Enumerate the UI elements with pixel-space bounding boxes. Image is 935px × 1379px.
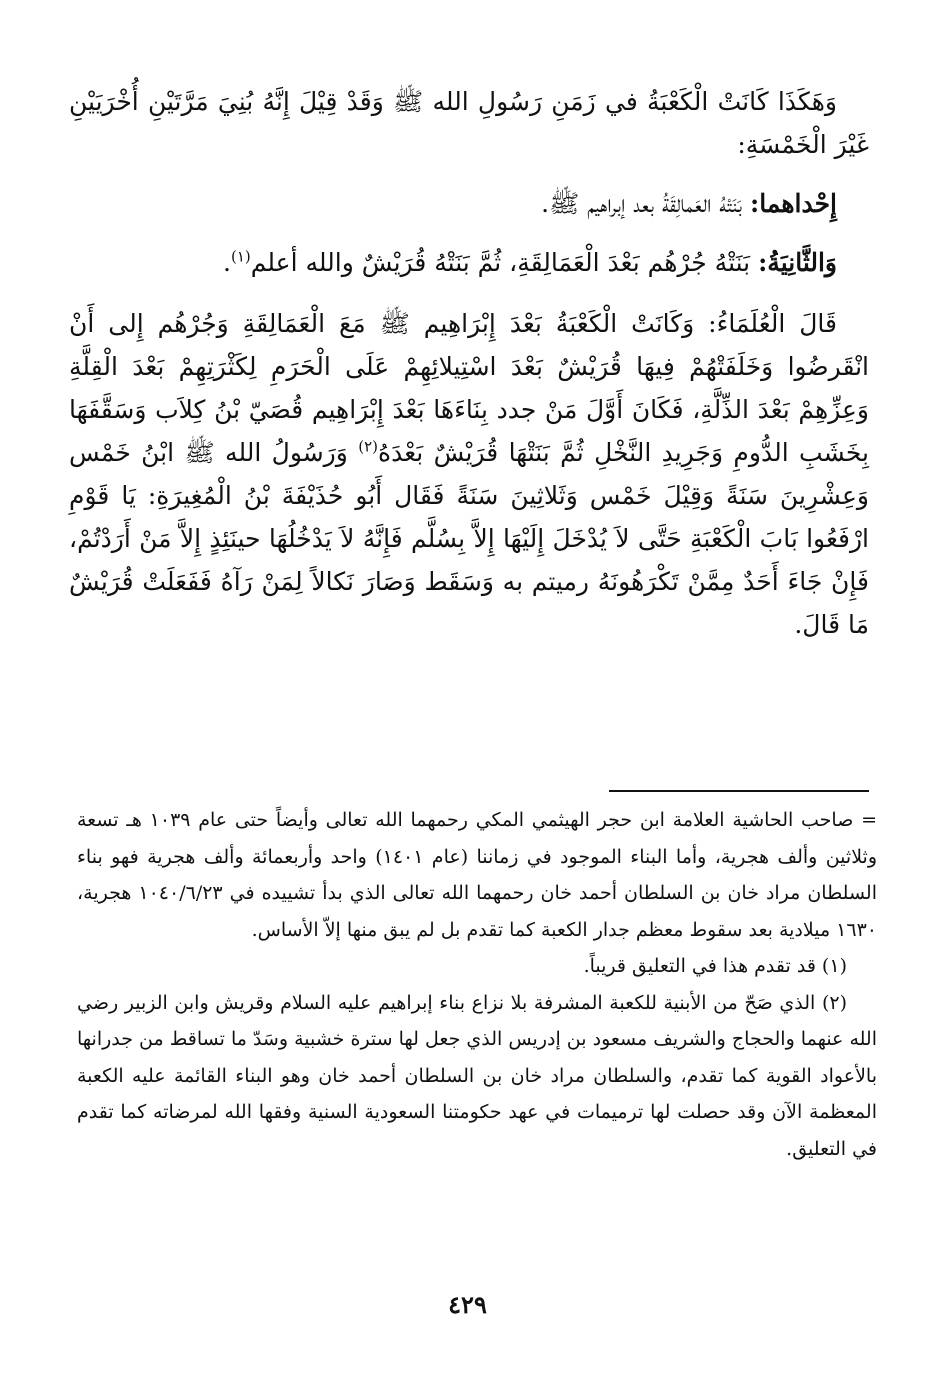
paragraph-1-text: وَهَكَذَا كَانَتْ الْكَعْبَةُ في زَمَنِ رَسُولِ الله ﷺ وَقَدْ قِيْلَ إِنَّهُ بُنِيَ مَرَّتَيْنِ أُخْرَيَيْنِ غَيْرَ الْخَمْسَةِ: — [69, 87, 869, 159]
page-number: ٤٢٩ — [448, 1290, 487, 1319]
paragraph-1 — [69, 80, 869, 166]
footnote-continuation: = صاحب الحاشية العلامة ابن حجر الهيثمي المكي رحمهما الله تعالى وأيضاً حتى عام ١٠٣٩ هـ تسعة وثلاثين وألف هجرية، وأما البناء الموجود في زماننا (عام ١٤٠١) واحد وأربعمائة وألف هجرية فهو بناء السلطان مراد خان بن السلطان أحمد خان رحمهما الله تعالى الذي بدأ تشييده في ١٠٤٠/٦/٢٣ هجرية، ١٦٣٠ ميلادية بعد سقوط معظم جدار الكعبة كما تقدم بل لم يبق منها إلاّ الأساس. — [77, 809, 877, 941]
paragraph-3 — [69, 241, 869, 284]
footnote-ref-2[interactable]: (٢) — [358, 437, 378, 456]
paragraph-4-text-continued: وَرَسُولُ الله ﷺ ابْنُ خَمْس وَعِشْرِينَ سَنَةً وَقِيْلَ خَمْس وَثَلاثِينَ سَنَةً فَقَال أَبُو حُذَيْفَةَ بْنُ الْمُغِيرَةِ: يَا قَوْمِ ارْفَعُوا بَابَ الْكَعْبَةِ حَتَّى لاَ يُدْخَلَ إِلَيْهَا إِلاَّ بِسُلَّم فَإِنَّهُ لاَ يَدْخُلُهَا حينَئِذٍ إِلاَّ مَنْ أَرَدْتُمْ، فَإِنْ جَاءَ أَحَدٌ مِمَّنْ تَكْرَهُونَهُ رميتم به وَسَقَط وَصَارَ نَكالاً لِمَنْ رَآهُ فَفَعَلَتْ قُرَيْشٌ مَا قَالَ. — [69, 438, 869, 639]
footnote-separator — [609, 790, 869, 792]
paragraph-2-lead: إِحْداهما: — [750, 189, 837, 218]
paragraph-2-text: بَنَتْهُ العَمالِقَةُ بعد إبراهيم ﷺ. — [541, 189, 751, 218]
paragraph-3-end: . — [223, 248, 231, 277]
footnote-ref-1[interactable]: (١) — [230, 247, 251, 266]
paragraph-4 — [69, 302, 869, 646]
main-text — [69, 80, 869, 646]
footnote-2: (٢) الذي صَحّ من الأبنية للكعبة المشرفة بلا نزاع بناء إبراهيم عليه السلام وقريش وابن الزبير رضي الله عنهما والحجاج والشريف مسعود بن إدريس الذي جعل لها سترة خشبية وسَدّ ما تساقط من جدرانها بالأعواد القوية كما تقدم، والسلطان مراد خان بن السلطان أحمد خان وهو البناء القائمة عليه الكعبة المعظمة الآن وقد حصلت لها ترميمات في عهد حكومتنا السعودية السنية وفقها الله لمرضاته كما تقدم في التعليق. — [77, 991, 877, 1160]
footnote-1: (١) قد تقدم هذا في التعليق قريباً. — [583, 955, 847, 977]
paragraph-3-text: بَنَتْهُ جُرْهُم بَعْدَ الْعَمَالِقَةِ، ثُمَّ بَنَتْهُ قُرَيْشٌ والله أعلم — [250, 248, 759, 277]
paragraph-3-lead: وَالثَّانِيَةُ: — [758, 248, 837, 277]
paragraph-2 — [69, 182, 869, 225]
paragraph-4-text: قَالَ الْعُلَمَاءُ: وَكَانَتْ الْكَعْبَةُ بَعْدَ إِبْرَاهِيم ﷺ مَعَ الْعَمَالِقَةِ وَجُرْهُم إِلى أَنْ انْقَرضُوا وَخَلَفَتْهُمْ فِيهَا قُرَيْشٌ بَعْدَ اسْتِيلائِهِمْ عَلَى الْحَرَمِ لِكَثْرَتِهِمْ بَعْدَ الْقِلَّةِ وَعِزِّهِمْ بَعْدَ الذِّلَّةِ، فَكَانَ أَوَّلَ مَنْ جدد بِنَاءَهَا بَعْدَ إِبْرَاهِيم قُصَيّ بْنُ كِلاَب وَسَقَّفَهَا بِخَشَبِ الدُّومِ وَجَرِيدِ النَّخْلِ ثُمَّ بَنَتْهَا قُرَيْشٌ بَعْدَهُ — [69, 309, 869, 467]
footnotes — [77, 802, 877, 1167]
